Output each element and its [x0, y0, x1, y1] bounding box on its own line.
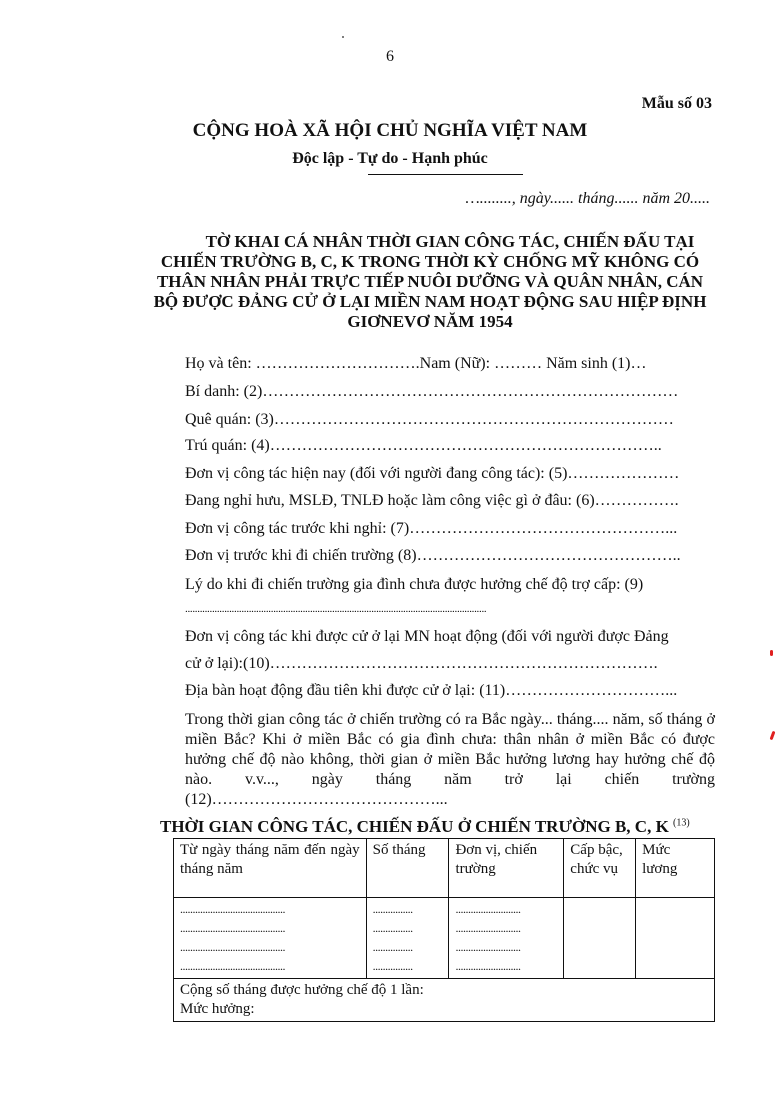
field-hometown: Quê quán: (3)………………………………………………………………… [185, 411, 674, 428]
header-months: Số tháng [366, 839, 449, 898]
header-rank-position: Cấp bậc, chức vụ [564, 839, 636, 898]
header-salary: Mức lương [636, 839, 715, 898]
benefit-level-label: Mức hưởng: [180, 1001, 255, 1017]
form-number: Mẫu số 03 [641, 95, 712, 112]
field-first-area: Địa bàn hoạt động đầu tiên khi được cử ở lại: (11)…………………………... [185, 682, 678, 699]
work-period-table [173, 838, 715, 1022]
field-residence: Trú quán: (4)……………………………………………………………….. [185, 437, 662, 454]
paragraph-north-period: Trong thời gian công tác ở chiến trường có ra Bắc ngày... tháng.... năm, số tháng ở miền Bắc? Khi ở miền Bắc có gia đình chưa: thân nhân ở miền Bắc có được hưởng chế độ nào không, thời gian ở miền Bắc hưởng lương hay hưởng chế độ nào. v.v..., ngày tháng năm trở lại chiến trường (12)……………………………………... [185, 711, 715, 808]
header-date-range: Từ ngày tháng năm đến ngày tháng năm [174, 839, 367, 898]
field-previous-unit: Đơn vị công tác trước khi nghỉ: (7)…………………………………………... [185, 520, 678, 537]
table-header-row [174, 839, 715, 898]
motto-underline [368, 174, 523, 175]
dot-line: .......................................... [180, 940, 285, 954]
dot-line: .......................... [455, 921, 521, 935]
dot-line: .......................... [455, 959, 521, 973]
red-ink-mark [770, 650, 773, 656]
dateline: …........, ngày...... tháng...... năm 20..... [465, 190, 710, 207]
section-title [160, 817, 690, 837]
title-line-5: GIƠNEVƠ NĂM 1954 [347, 312, 513, 331]
cell-date-range[interactable] [174, 898, 367, 979]
footnote-ref: (13) [673, 817, 690, 829]
field-unit-when-assigned: Đơn vị công tác khi được cử ở lại MN hoạt động (đối với người được Đảng [185, 628, 669, 645]
cell-months[interactable] [366, 898, 449, 979]
title-line-3: THÂN NHÂN PHẢI TRỰC TIẾP NUÔI DƯỠNG VÀ QUÂN NHÂN, CÁN [156, 272, 704, 291]
total-months-label: Cộng số tháng được hưởng chế độ 1 lần: [180, 982, 424, 998]
page-number: 6 [386, 48, 394, 65]
table-footer [174, 979, 715, 1022]
field-alias: Bí danh: (2)…………………………………………………………………… [185, 383, 679, 400]
dot-line: ................ [372, 940, 413, 954]
header-unit-battlefield: Đơn vị, chiến trường [449, 839, 564, 898]
title-line-4: BỘ ĐƯỢC ĐẢNG CỬ Ở LẠI MIỀN NAM HOẠT ĐỘNG SAU HIỆP ĐỊNH [153, 292, 707, 311]
dot-line: ................ [372, 921, 413, 935]
document-title [150, 232, 710, 332]
dot-line: .......................................... [180, 959, 285, 973]
field-unit-when-assigned-cont: cử ở lại):(10)………………………………………………………………. [185, 655, 658, 672]
table-footer-row [174, 979, 715, 1022]
cell-unit-battlefield[interactable] [449, 898, 564, 979]
field-reason-no-allowance: Lý do khi đi chiến trường gia đình chưa được hưởng chế độ trợ cấp: (9) [185, 576, 644, 593]
field-reason-dotline: ........................................................................................................................... [185, 603, 487, 615]
dot-line: .......................................... [180, 902, 285, 916]
national-title: CỘNG HOÀ XÃ HỘI CHỦ NGHĨA VIỆT NAM [192, 120, 588, 141]
cell-rank-position[interactable] [564, 898, 636, 979]
red-ink-mark [770, 731, 776, 740]
cell-salary[interactable] [636, 898, 715, 979]
dot-line: ................ [372, 959, 413, 973]
scan-speck [342, 36, 344, 38]
section-title-text: THỜI GIAN CÔNG TÁC, CHIẾN ĐẤU Ở CHIẾN TRƯỜNG B, C, K [160, 817, 669, 836]
field-current-unit: Đơn vị công tác hiện nay (đối với người đang công tác): (5)………………… [185, 465, 680, 482]
dot-line: ................ [372, 902, 413, 916]
dot-line: .......................... [455, 940, 521, 954]
title-line-2: CHIẾN TRƯỜNG B, C, K TRONG THỜI KỲ CHỐNG MỸ KHÔNG CÓ [160, 252, 700, 271]
table-row [174, 898, 715, 979]
dot-line: .......................................... [180, 921, 285, 935]
national-motto: Độc lập - Tự do - Hạnh phúc [292, 150, 488, 167]
field-unit-before-battlefield: Đơn vị trước khi đi chiến trường (8)………………………………………….. [185, 547, 681, 564]
field-full-name: Họ và tên: ………………………….Nam (Nữ): ……… Năm sinh (1)… [185, 355, 647, 372]
field-retirement-status: Đang nghỉ hưu, MSLĐ, TNLĐ hoặc làm công việc gì ở đâu: (6)……………. [185, 492, 679, 509]
title-line-1: TỜ KHAI CÁ NHÂN THỜI GIAN CÔNG TÁC, CHIẾN ĐẤU TẠI [205, 232, 695, 251]
dot-line: .......................... [455, 902, 521, 916]
